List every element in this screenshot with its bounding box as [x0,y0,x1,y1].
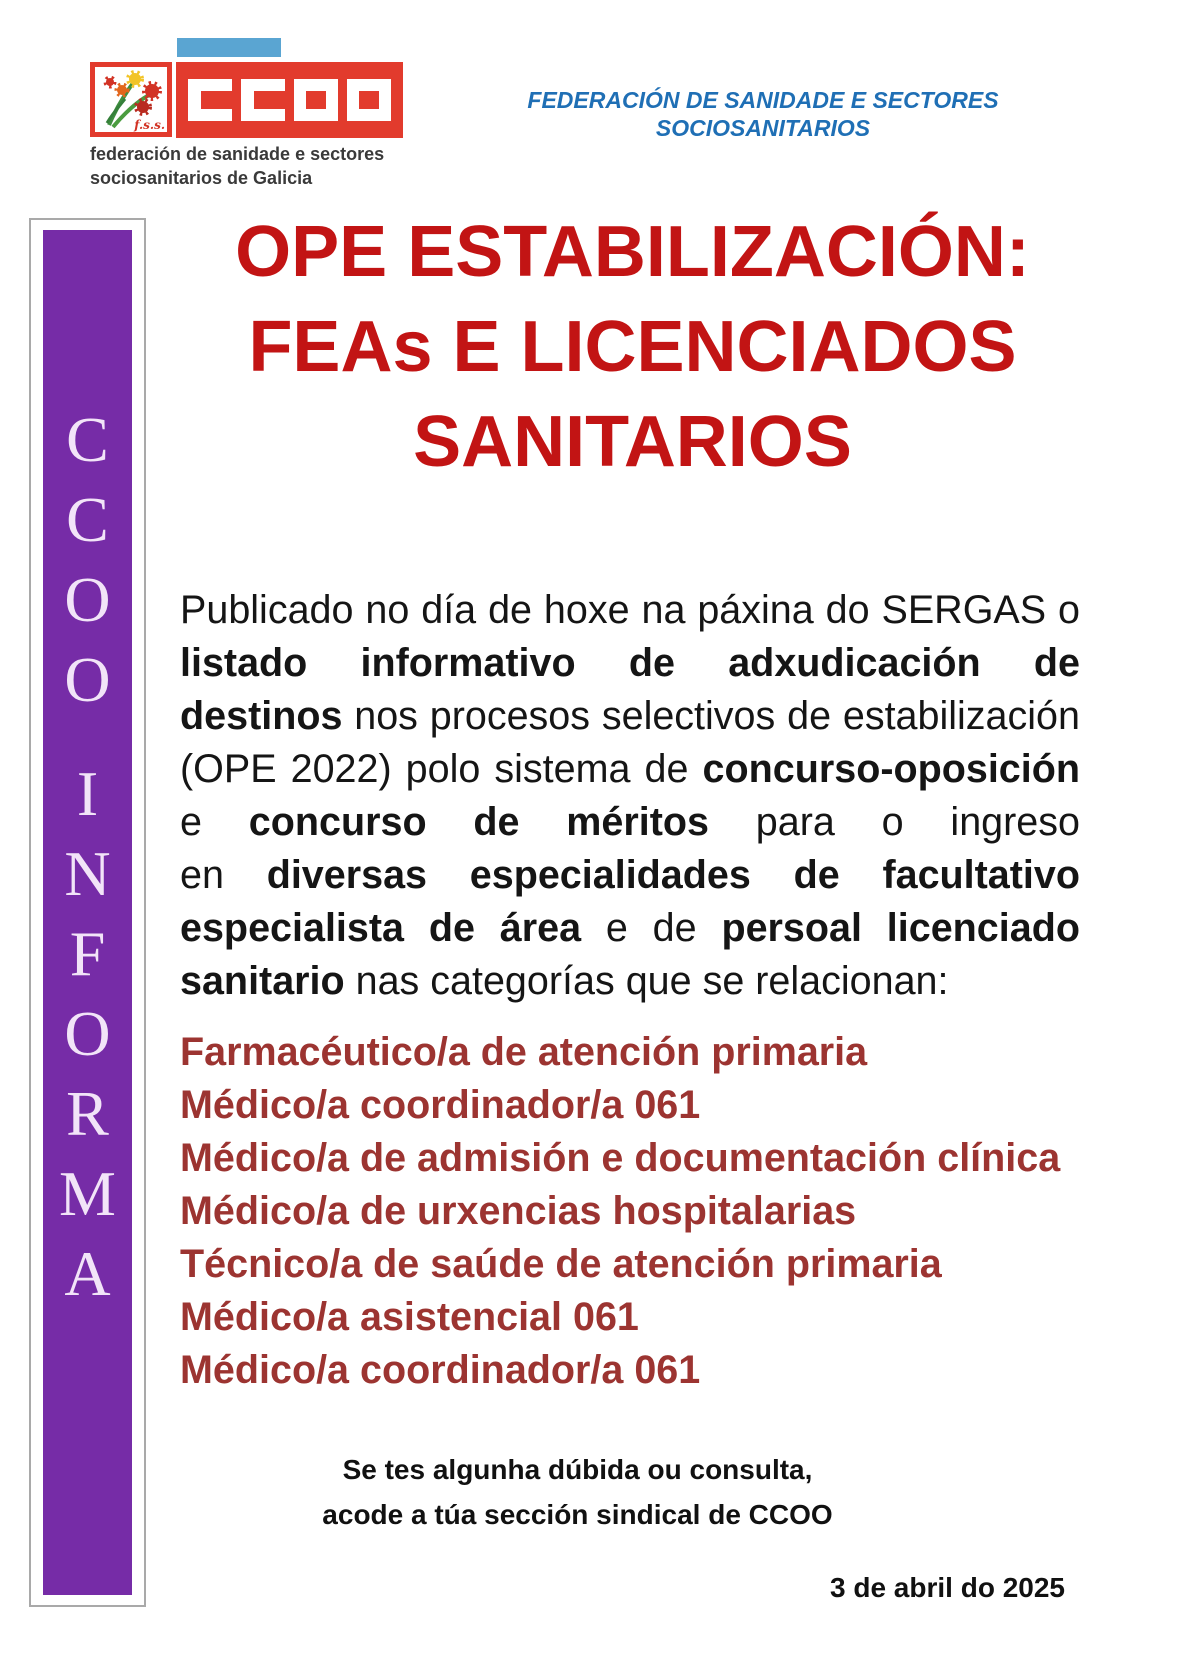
fss-signature: f.s.s. [134,118,165,132]
logo-caption-line1: federación de sanidade e sectores [90,144,385,164]
ccoo-letter-o-icon [294,79,338,121]
logo-blue-bar [177,38,281,57]
federation-title [480,86,1046,142]
logo-caption-line2: sociosanitarios de Galicia [90,168,313,188]
date: 3 de abril do 2025 [830,1572,1065,1603]
category-item: Médico/a coordinador/a 061 [180,1083,701,1127]
banner-letter: I [76,758,99,829]
banner-letter: C [66,484,109,555]
ccoo-letter-c-icon [188,79,232,121]
banner-letter: C [66,404,109,475]
banner-letter: M [59,1158,116,1229]
categories-list [180,1026,1090,1397]
paragraph-line: listado informativo de adxudicación de [180,641,1080,685]
category-item: Técnico/a de saúde de atención primaria [180,1242,942,1286]
paragraph-line: (OPE 2022) polo sistema de concurso-oposición [180,747,1080,791]
banner-letter: O [64,644,111,715]
page-title-line2: FEAs E LICENCIADOS [248,307,1017,387]
category-item: Farmacéutico/a de atención primaria [180,1030,868,1074]
ccoo-logo-box [176,62,403,138]
category-item: Médico/a de urxencias hospitalarias [180,1189,857,1233]
footer-note [180,1447,975,1537]
ccoo-informa-banner [29,218,146,1607]
fss-logo-box [90,62,172,137]
category-item: Médico/a coordinador/a 061 [180,1348,701,1392]
ccoo-letter-c-icon [241,79,285,121]
category-item: Médico/a asistencial 061 [180,1295,639,1339]
ccoo-informa-banner-inner [43,230,132,1595]
ccoo-letter-o-icon [347,79,391,121]
body-paragraph [180,584,1080,1008]
banner-letter: F [69,918,106,989]
paragraph-line: e concurso de méritos para o ingreso [180,800,1080,844]
banner-letter: O [64,998,111,1069]
federation-title-line2: SOCIOSANITARIOS [655,115,871,141]
page-title-line3: SANITARIOS [413,402,852,482]
logo-caption [90,142,430,190]
page-title-line1: OPE ESTABILIZACIÓN: [235,212,1030,292]
banner-letter: A [64,1238,111,1309]
paragraph-line: especialista de área e de persoal licenciado [180,906,1080,950]
banner-letter: R [66,1078,109,1149]
federation-title-line1: FEDERACIÓN DE SANIDADE E SECTORES [527,87,999,113]
category-item: Médico/a de admisión e documentación clínica [180,1136,1061,1180]
paragraph-line: sanitario nas categorías que se relacionan: [180,959,949,1003]
footer-note-line2: acode a túa sección sindical de CCOO [322,1499,833,1530]
footer-note-line1: Se tes algunha dúbida ou consulta, [342,1454,813,1485]
page-title [180,205,1085,490]
paragraph-line: destinos nos procesos selectivos de estabilización [180,694,1080,738]
paragraph-line: Publicado no día de hoxe na páxina do SERGAS o [180,588,1080,632]
banner-letter: N [64,838,111,909]
banner-letter: O [64,564,111,635]
paragraph-line: en diversas especialidades de facultativo [180,853,1080,897]
